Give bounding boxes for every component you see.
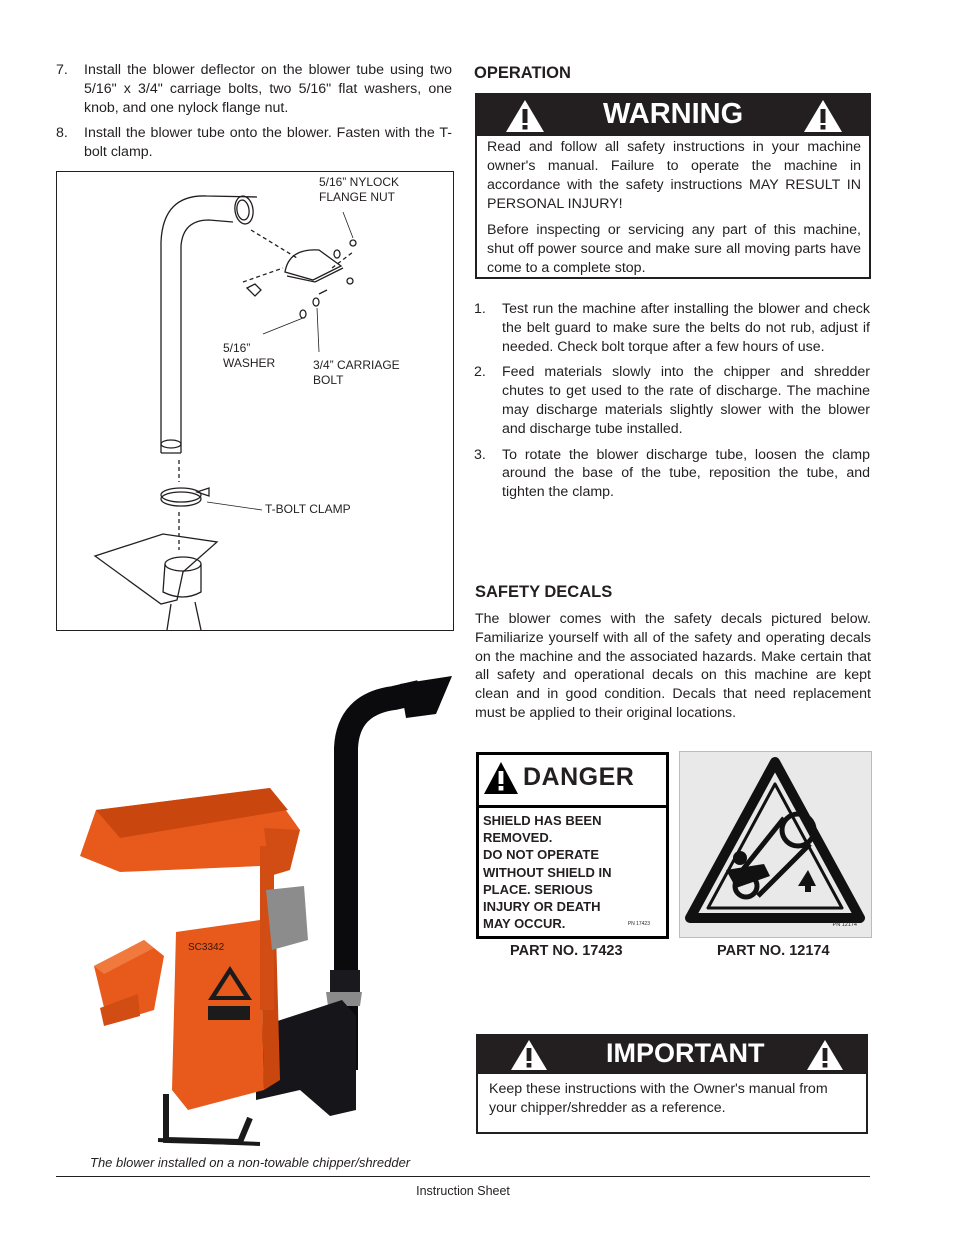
warning-triangle-icon — [803, 99, 843, 133]
warning-triangle-icon — [505, 99, 545, 133]
label-carriage-bolt: 3/4” CARRIAGE BOLT — [313, 358, 400, 387]
label-t-bolt-clamp: T-BOLT CLAMP — [265, 502, 351, 516]
operation-step: 2. Feed materials slowly into the chipper and shredder chutes to get used to the rate of discharge. The machine may discharge materials slightly slower with the blower and discharge tube installed. — [474, 364, 870, 437]
machine-illustration — [60, 670, 470, 1150]
warning-paragraph: Before inspecting or servicing any part of this machine, shut off power source and make sure all moving parts have come to a complete stop. — [487, 222, 861, 276]
pinch-part-small: PN 12174 — [832, 922, 857, 928]
operation-step: 3. To rotate the blower discharge tube, loosen the clamp around the base of the tube, reposition the tube, and tighten the clamp. — [474, 446, 870, 501]
photo-caption: The blower installed on a non-towable chipper/shredder — [90, 1155, 411, 1170]
warning-title: WARNING — [603, 98, 744, 130]
important-text: Keep these instructions with the Owner's manual from your chipper/shredder as a reference. — [489, 1081, 828, 1116]
warning-box — [475, 93, 871, 279]
safety-decals-heading: SAFETY DECALS — [475, 583, 613, 601]
danger-title: DANGER — [523, 763, 635, 791]
warning-header — [477, 95, 869, 136]
warning-body — [477, 136, 869, 278]
warning-triangle-icon — [806, 1039, 844, 1071]
install-step: 7. Install the blower deflector on the blower tube using two 5/16" x 3/4" carriage bolts, two 5/16" flat washers, one knob, and one nylock flange nut. — [56, 62, 452, 116]
important-box — [476, 1034, 868, 1134]
entanglement-hazard-icon — [680, 752, 871, 937]
chipper-shredder-photo — [60, 670, 470, 1150]
danger-message: SHIELD HAS BEEN REMOVED. DO NOT OPERATE WITHOUT SHIELD IN PLACE. SERIOUS INJURY OR DEATH MAY OCCUR. — [483, 813, 612, 932]
part-label-17423: PART NO. 17423 — [510, 943, 623, 959]
warning-paragraph: Read and follow all safety instructions in your machine owner's manual. Failure to operate the machine in accordance with the safety instructions MAY RESULT IN PERSONAL INJURY! — [487, 139, 861, 212]
model-label: SC3342 — [188, 942, 225, 953]
pinch-point-decal — [679, 751, 872, 938]
install-step: 8. Install the blower tube onto the blower. Fasten with the T-bolt clamp. — [56, 125, 452, 161]
important-title: IMPORTANT — [606, 1038, 765, 1068]
label-washer: 5/16” WASHER — [223, 341, 276, 370]
part-label-12174: PART NO. 12174 — [717, 943, 830, 959]
operation-heading: OPERATION — [474, 64, 571, 82]
footer-text: Instruction Sheet — [416, 1184, 510, 1198]
danger-decal-header — [479, 755, 666, 808]
danger-decal — [476, 752, 669, 939]
operation-step: 1. Test run the machine after installing the blower and check the belt guard to make sure the belts do not rub, adjust if needed. Check bolt torque after a few hours of use. — [474, 301, 870, 355]
danger-part-small: PN 17423 — [627, 921, 650, 927]
label-nylock-flange-nut: 5/16” NYLOCK FLANGE NUT — [319, 175, 400, 204]
important-header — [478, 1036, 866, 1074]
danger-triangle-icon — [483, 761, 519, 795]
footer-divider — [56, 1176, 870, 1177]
install-steps — [56, 61, 452, 169]
safety-decals-text: The blower comes with the safety decals pictured below. Familiarize yourself with all of the safety and operating decals on the machine and the associated hazards. Make certain that all safety and operational decals on this machine are kept clean and in good condition. Decals that need replacement must be applied to their original locations. — [475, 611, 871, 721]
blower-exploded-diagram — [56, 171, 454, 631]
diagram-drawing — [57, 172, 453, 630]
operation-steps — [474, 300, 870, 509]
warning-triangle-icon — [510, 1039, 548, 1071]
